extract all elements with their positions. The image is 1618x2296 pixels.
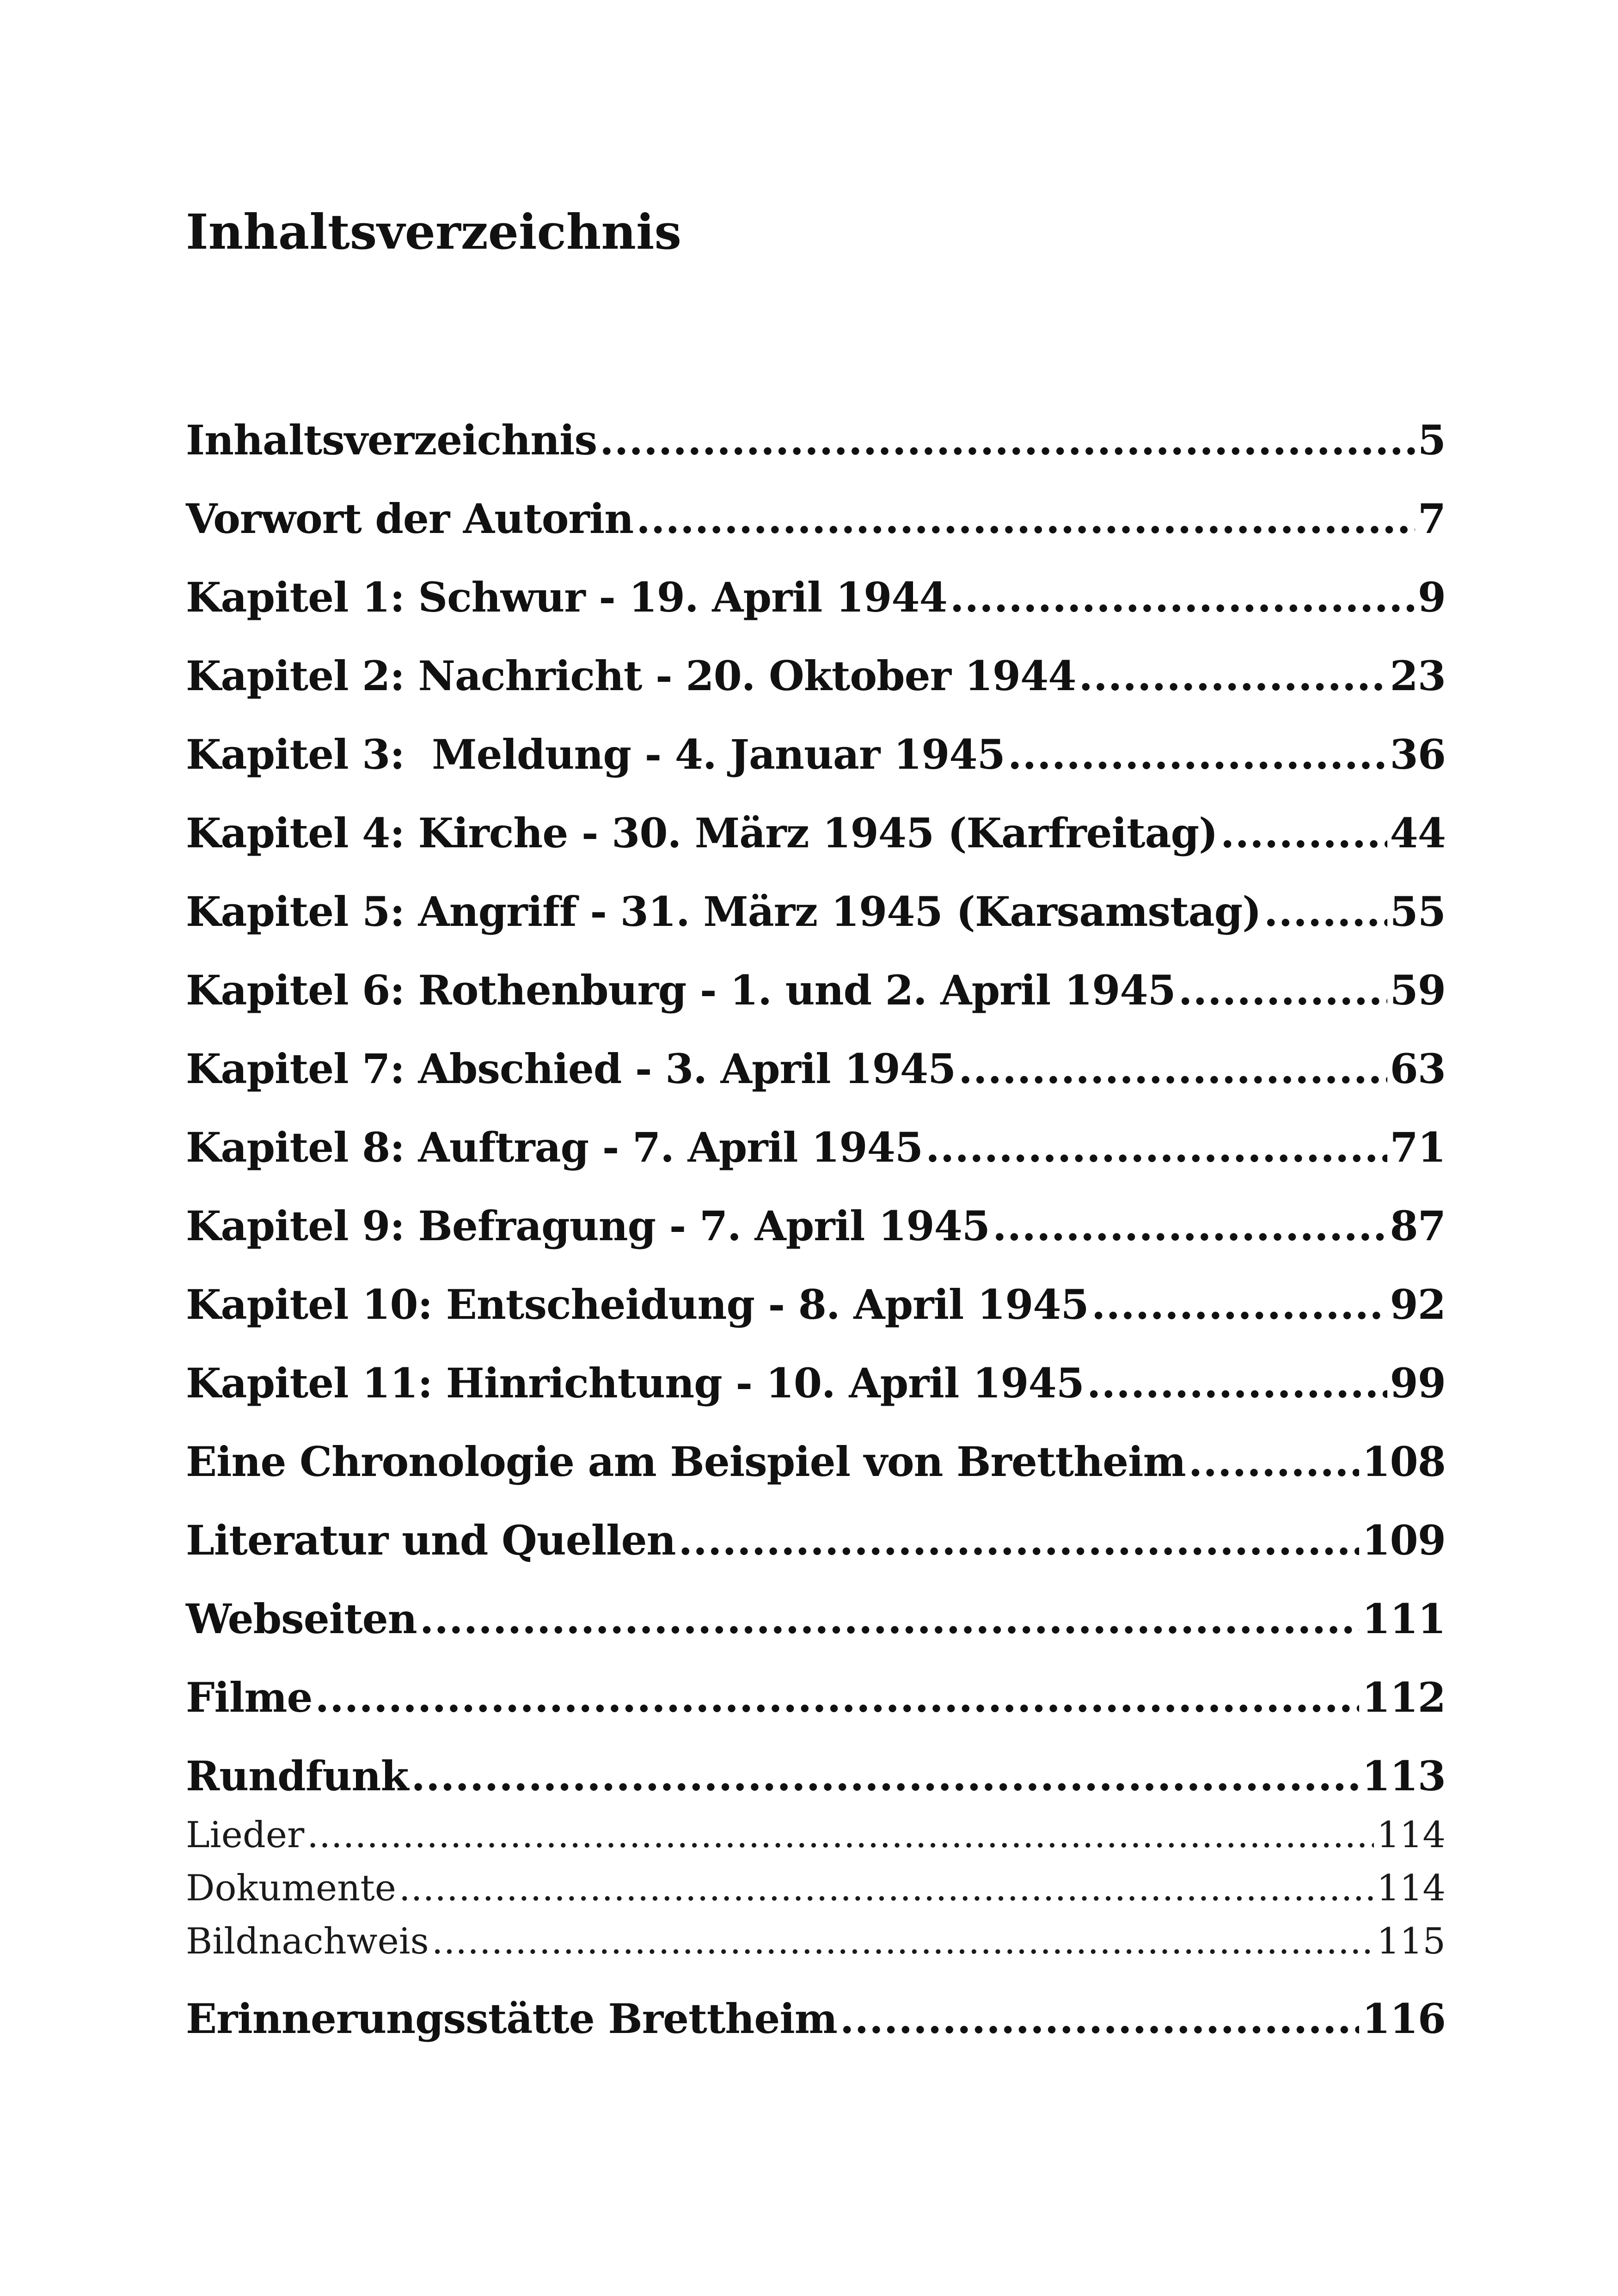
toc-entry[interactable] xyxy=(186,1752,1446,1800)
toc-entry[interactable] xyxy=(186,573,1446,621)
toc-entry[interactable] xyxy=(186,1123,1446,1171)
toc-entry[interactable] xyxy=(186,1995,1446,2043)
toc-entry-label: Vorwort der Autorin xyxy=(186,495,634,543)
toc-entry-label: Webseiten xyxy=(186,1595,417,1643)
toc-entry-label: Lieder xyxy=(186,1814,305,1856)
toc-entry-page-number: 111 xyxy=(1362,1595,1446,1643)
toc-entry-page-number: 44 xyxy=(1390,809,1446,857)
toc-leader-dots xyxy=(840,1995,1359,2043)
page-title: Inhaltsverzeichnis xyxy=(186,203,682,260)
toc-leader-dots xyxy=(1220,809,1387,857)
toc-entry[interactable] xyxy=(186,888,1446,936)
toc-entry[interactable] xyxy=(186,652,1446,700)
toc-leader-dots xyxy=(600,416,1415,464)
toc-entry-page-number: 115 xyxy=(1377,1921,1446,1962)
toc-entry-page-number: 108 xyxy=(1362,1438,1446,1486)
toc-leader-dots xyxy=(1189,1438,1360,1486)
toc-entry-label: Bildnachweis xyxy=(186,1921,429,1962)
toc-entry-label: Kapitel 8: Auftrag - 7. April 1945 xyxy=(186,1123,923,1171)
toc-entry[interactable] xyxy=(186,1814,1446,1856)
toc-leader-dots xyxy=(1079,652,1387,700)
toc-entry-label: Kapitel 4: Kirche - 30. März 1945 (Karfreitag) xyxy=(186,809,1218,857)
toc-entry-label: Rundfunk xyxy=(186,1752,409,1800)
toc-leader-dots xyxy=(1264,888,1387,936)
toc-entry-page-number: 116 xyxy=(1362,1995,1446,2043)
toc-leader-dots xyxy=(925,1123,1387,1171)
toc-leader-dots xyxy=(315,1673,1359,1721)
toc-entry-label: Inhaltsverzeichnis xyxy=(186,416,597,464)
toc-entry[interactable] xyxy=(186,416,1446,464)
toc-entry-label: Kapitel 9: Befragung - 7. April 1945 xyxy=(186,1202,990,1250)
toc-leader-dots xyxy=(1091,1280,1387,1329)
toc-leader-dots xyxy=(1008,730,1387,778)
toc-entry-label: Dokumente xyxy=(186,1867,396,1909)
toc-entry[interactable] xyxy=(186,809,1446,857)
toc-entry[interactable] xyxy=(186,1045,1446,1093)
toc-entry-page-number: 9 xyxy=(1417,573,1446,621)
toc-leader-dots xyxy=(1087,1359,1387,1407)
toc-entry-label: Kapitel 11: Hinrichtung - 10. April 1945 xyxy=(186,1359,1084,1407)
toc-entry-label: Kapitel 3: Meldung - 4. Januar 1945 xyxy=(186,730,1005,778)
toc-entry[interactable] xyxy=(186,730,1446,778)
toc-entry-page-number: 59 xyxy=(1390,966,1446,1014)
toc-leader-dots xyxy=(679,1516,1360,1564)
toc-entry-page-number: 55 xyxy=(1390,888,1446,936)
toc-leader-dots xyxy=(636,495,1415,543)
toc-entry[interactable] xyxy=(186,1438,1446,1486)
toc-entry-label: Eine Chronologie am Beispiel von Brettheim xyxy=(186,1438,1186,1486)
toc-entry-label: Erinnerungsstätte Brettheim xyxy=(186,1995,837,2043)
toc-entry[interactable] xyxy=(186,495,1446,543)
toc-entry[interactable] xyxy=(186,1359,1446,1407)
toc-leader-dots xyxy=(307,1814,1374,1856)
toc-entry-page-number: 113 xyxy=(1362,1752,1446,1800)
toc-leader-dots xyxy=(1178,966,1387,1014)
toc-leader-dots xyxy=(411,1752,1359,1800)
toc-entry-page-number: 92 xyxy=(1390,1280,1446,1329)
toc-leader-dots xyxy=(432,1921,1374,1962)
toc-leader-dots xyxy=(993,1202,1387,1250)
toc-entry-label: Kapitel 5: Angriff - 31. März 1945 (Karsamstag) xyxy=(186,888,1261,936)
toc-entry[interactable] xyxy=(186,1921,1446,1962)
toc-entry-page-number: 114 xyxy=(1377,1814,1446,1856)
toc-entry-page-number: 5 xyxy=(1417,416,1446,464)
toc-entry-label: Filme xyxy=(186,1673,313,1721)
toc-entry-label: Kapitel 10: Entscheidung - 8. April 1945 xyxy=(186,1280,1089,1329)
toc-entry-page-number: 114 xyxy=(1377,1867,1446,1909)
toc-entry[interactable] xyxy=(186,1673,1446,1721)
toc-entry[interactable] xyxy=(186,1516,1446,1564)
toc-entry-page-number: 87 xyxy=(1390,1202,1446,1250)
toc-entry-page-number: 63 xyxy=(1390,1045,1446,1093)
toc-entry-page-number: 7 xyxy=(1417,495,1446,543)
toc-entry-page-number: 23 xyxy=(1390,652,1446,700)
toc-leader-dots xyxy=(420,1595,1360,1643)
toc-entry[interactable] xyxy=(186,966,1446,1014)
toc-entry[interactable] xyxy=(186,1595,1446,1643)
table-of-contents xyxy=(186,0,1446,2296)
toc-entry[interactable] xyxy=(186,1867,1446,1909)
toc-entry-page-number: 36 xyxy=(1390,730,1446,778)
toc-entry-label: Kapitel 2: Nachricht - 20. Oktober 1944 xyxy=(186,652,1076,700)
toc-entry-page-number: 99 xyxy=(1390,1359,1446,1407)
toc-entry-page-number: 112 xyxy=(1362,1673,1446,1721)
toc-entry-page-number: 109 xyxy=(1362,1516,1446,1564)
toc-leader-dots xyxy=(399,1867,1374,1909)
toc-entry[interactable] xyxy=(186,1280,1446,1329)
toc-entry[interactable] xyxy=(186,1202,1446,1250)
toc-entry-label: Kapitel 1: Schwur - 19. April 1944 xyxy=(186,573,947,621)
toc-leader-dots xyxy=(950,573,1415,621)
toc-leader-dots xyxy=(958,1045,1387,1093)
toc-entry-label: Literatur und Quellen xyxy=(186,1516,676,1564)
toc-entry-label: Kapitel 7: Abschied - 3. April 1945 xyxy=(186,1045,956,1093)
toc-entry-label: Kapitel 6: Rothenburg - 1. und 2. April 1945 xyxy=(186,966,1176,1014)
toc-entry-page-number: 71 xyxy=(1390,1123,1446,1171)
